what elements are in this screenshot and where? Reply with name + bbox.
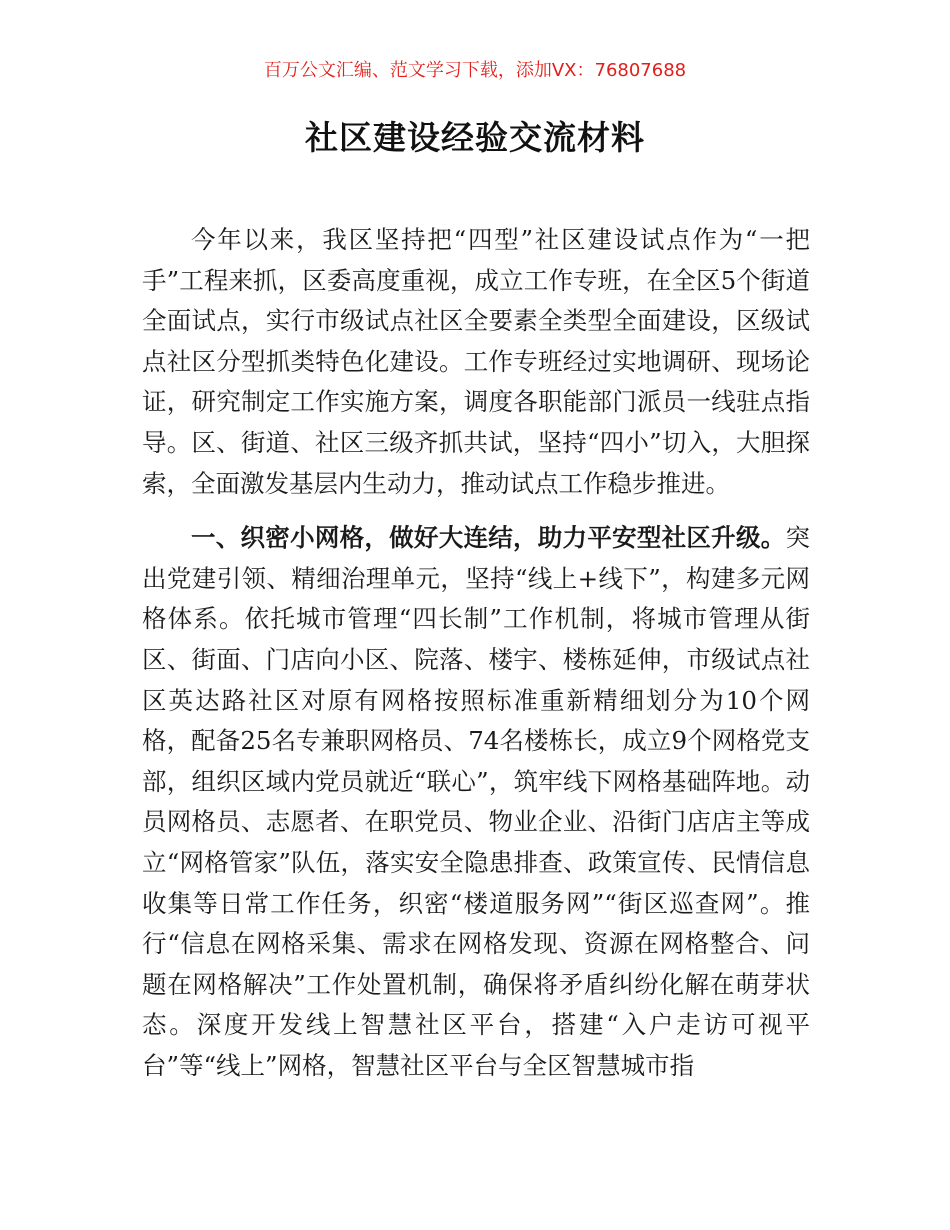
document-body — [142, 220, 810, 1086]
section-heading: 一、织密小网格，做好大连结，助力平安型社区升级。 — [191, 523, 786, 553]
paragraph-intro — [142, 220, 810, 504]
paragraph-text: 突出党建引领、精细治理单元，坚持“线上+线下”，构建多元网格体系。依托城市管理“四长制”工作机制，将城市管理从街区、街面、门店向小区、院落、楼宇、楼栋延伸，市级试点社区英达路社区对原有网格按照标准重新精细划分为10个网格，配备25名专兼职网格员、74名楼栋长，成立9个网格党支部，组织区域内党员就近“联心”，筑牢线下网格基础阵地。动员网格员、志愿者、在职党员、物业企业、沿街门店店主等成立“网格管家”队伍，落实安全隐患排查、政策宣传、民情信息收集等日常工作任务，织密“楼道服务网”“街区巡查网”。推行“信息在网格采集、需求在网格发现、资源在网格整合、问题在网格解决”工作处置机制，确保将矛盾纠纷化解在萌芽状态。深度开发线上智慧社区平台，搭建“入户走访可视平台”等“线上”网格，智慧社区平台与全区智慧城市指 — [142, 523, 810, 1080]
paragraph-text: 今年以来，我区坚持把“四型”社区建设试点作为“一把手”工程来抓，区委高度重视，成立工作专班，在全区5个街道全面试点，实行市级试点社区全要素全类型全面建设，区级试点社区分型抓类特色化建设。工作专班经过实地调研、现场论证，研究制定工作实施方案，调度各职能部门派员一线驻点指导。区、街道、社区三级齐抓共试，坚持“四小”切入，大胆探索，全面激发基层内生动力，推动试点工作稳步推进。 — [142, 225, 810, 498]
paragraph-section-1 — [142, 518, 810, 1086]
document-title: 社区建设经验交流材料 — [305, 118, 645, 157]
watermark-header: 百万公文汇编、范文学习下载，添加VX：76807688 — [263, 60, 687, 81]
